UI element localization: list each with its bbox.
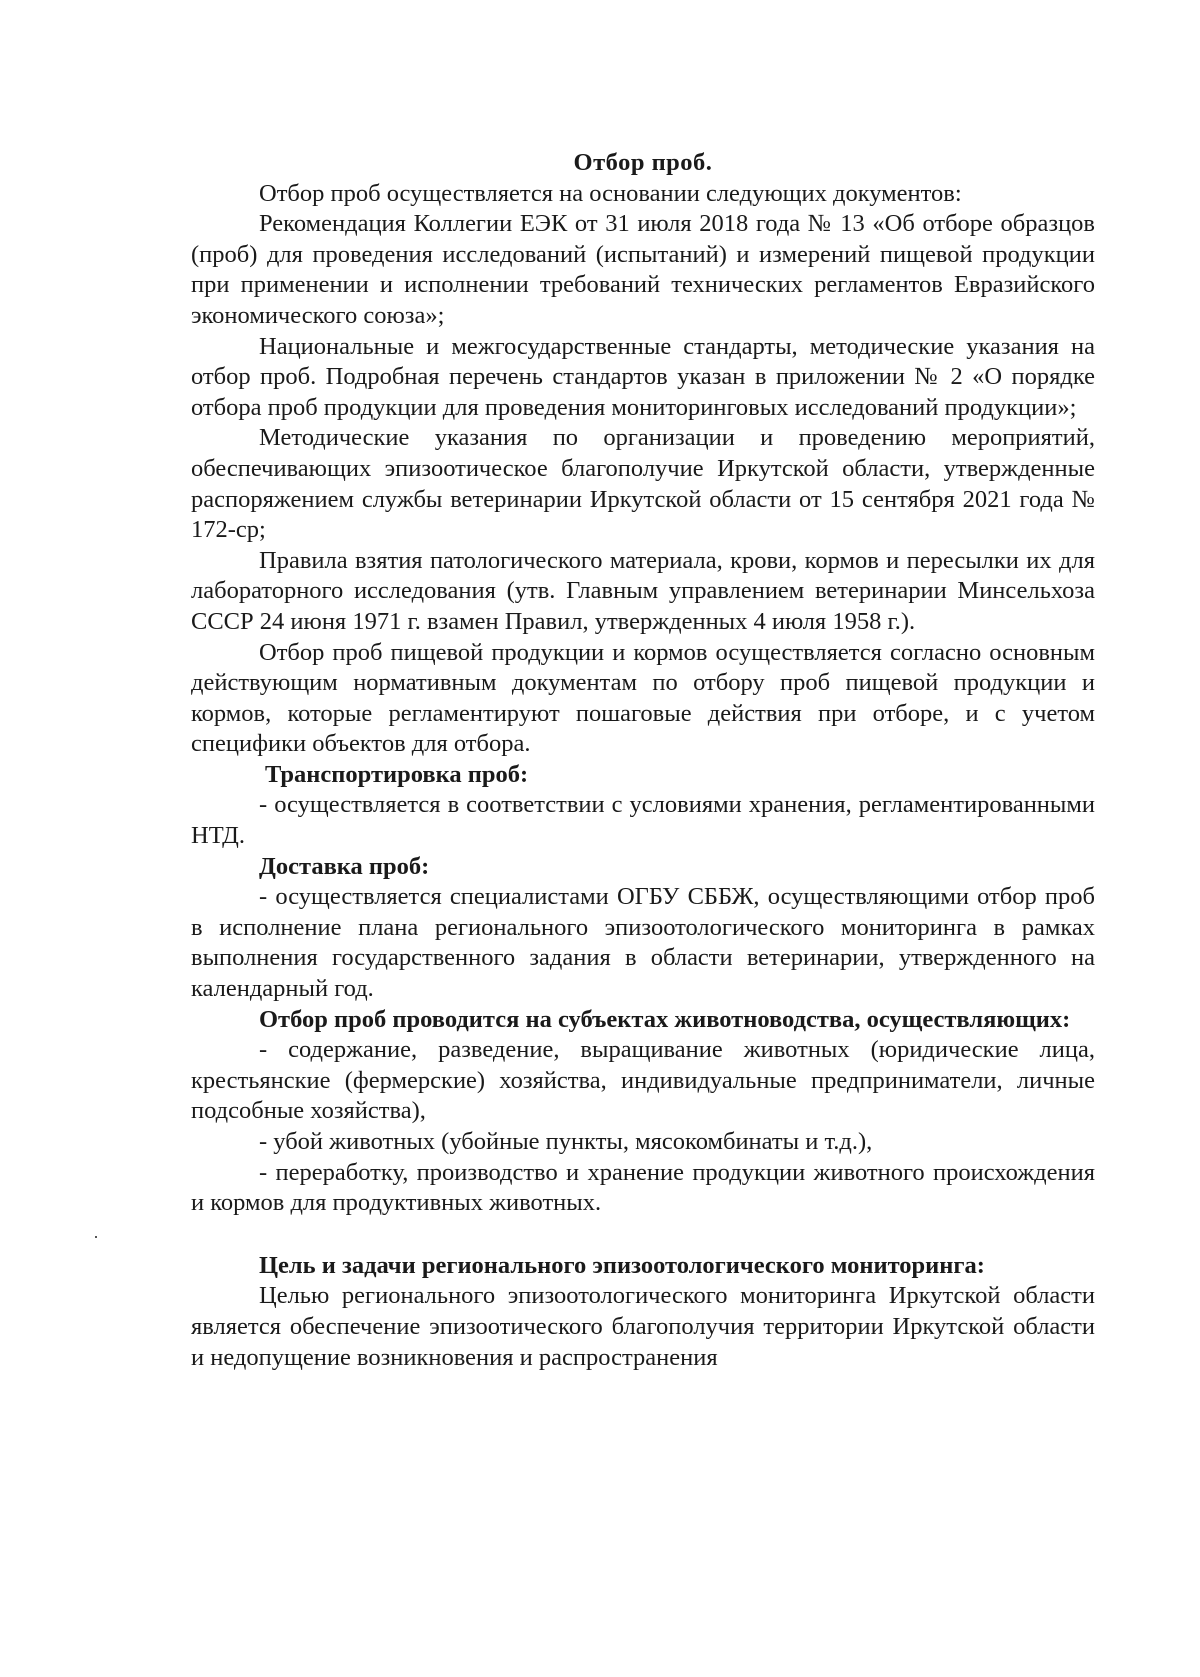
subjects-item-slaughter: - убой животных (убойные пункты, мясокомбинаты и т.д.),: [259, 1128, 873, 1155]
paragraph-documents-intro: Отбор проб осуществляется на основании следующих документов:: [259, 179, 962, 207]
paragraph-food-sampling: Отбор проб пищевой продукции и кормов осуществляется согласно основным действующим нормативным документам по отбору проб пищевой продукции и кормов, которые регламентируют пошаговые действия при отборе, и с учетом специфики объектов для отбора.: [191, 638, 1095, 758]
transport-heading: Транспортировка проб:: [265, 760, 529, 788]
section-title: Отбор проб.: [573, 149, 713, 176]
delivery-text: - осуществляется специалистами ОГБУ СББЖ, осуществляющими отбор проб в исполнение плана регионального эпизоотологического мониторинга в рамках выполнения государственного задания в области ветеринарии, утвержденного на календарный год.: [191, 883, 1095, 1003]
paragraph-methodical-guidelines: Методические указания по организации и проведению мероприятий, обеспечивающих эпизоотическое благополучие Иркутской области, утвержденные распоряжением службы ветеринарии Иркутской области от 15 сентября 2021 года № 172-ср;: [191, 424, 1095, 544]
paragraph-sampling-rules: Правила взятия патологического материала, крови, кормов и пересылки их для лабораторного исследования (утв. Главным управлением ветеринарии Минсельхоза СССР 24 июня 1971 г. взамен Правил, утвержденных 4 июля 1958 г.).: [191, 546, 1095, 635]
goal-heading: Цель и задачи регионального эпизоотологического мониторинга:: [259, 1251, 985, 1279]
goal-text: Целью регионального эпизоотологического мониторинга Иркутской области является обеспечение эпизоотического благополучия территории Иркутской области и недопущение возникновения и распространения: [191, 1282, 1095, 1371]
scan-artifact-dot: [95, 1236, 97, 1238]
paragraph-eec-recommendation: Рекомендация Коллегии ЕЭК от 31 июля 2018 года № 13 «Об отборе образцов (проб) для проведения исследований (испытаний) и измерений пищевой продукции при применении и исполнении требований технических регламентов Евразийского экономического союза»;: [191, 210, 1095, 329]
delivery-heading: Доставка проб:: [259, 852, 430, 880]
document-body: [191, 148, 1095, 1373]
subjects-heading: Отбор проб проводится на субъектах животноводства, осуществляющих:: [259, 1005, 1071, 1033]
subjects-item-processing: - переработку, производство и хранение продукции животного происхождения и кормов для продуктивных животных.: [191, 1158, 1095, 1217]
transport-text: - осуществляется в соответствии с условиями хранения, регламентированными НТД.: [191, 791, 1095, 850]
subjects-item-keeping: - содержание, разведение, выращивание животных (юридические лица, крестьянские (фермерские) хозяйства, индивидуальные предприниматели, личные подсобные хозяйства),: [191, 1036, 1095, 1125]
paragraph-national-standards: Национальные и межгосударственные стандарты, методические указания на отбор проб. Подробная перечень стандартов указан в приложении № 2 «О порядке отбора проб продукции для проведения мониторинговых исследований продукции»;: [191, 332, 1095, 421]
section-gap: [191, 1219, 1095, 1251]
